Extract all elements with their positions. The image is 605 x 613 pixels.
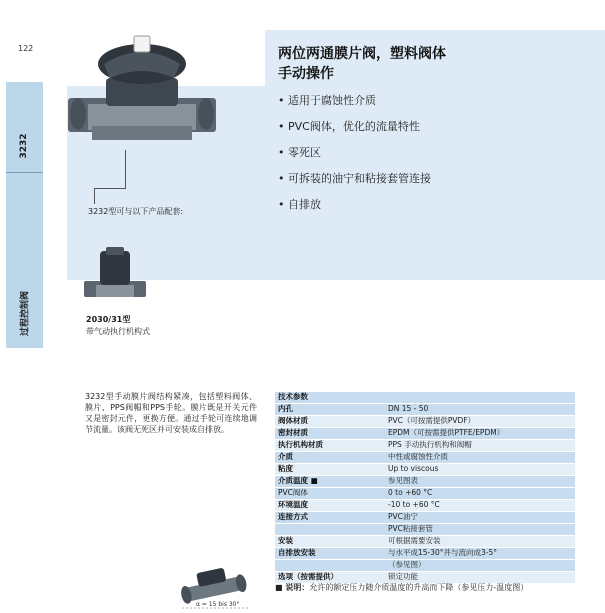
feature-item: • 可拆装的油宁和粘接套管连接 <box>278 172 431 185</box>
companion-title: 2030/31型 <box>86 315 131 324</box>
companion-description: 带气动执行机构式 <box>86 327 150 336</box>
feature-item: • 零死区 <box>278 146 321 159</box>
note-marker: ■ 说明： <box>275 583 310 592</box>
leader-line <box>94 188 95 204</box>
compatibility-text: 3232型可与以下产品配套: <box>88 207 184 216</box>
pneumatic-valve-image <box>82 245 148 309</box>
page-title <box>278 44 446 84</box>
diaphragm-valve-image <box>68 34 216 170</box>
tech-spec-table <box>275 392 575 584</box>
table-row: 安装 可根据需要安装 <box>275 536 575 548</box>
feature-item: • PVC阀体，优化的流量特性 <box>278 120 420 133</box>
leader-line <box>125 150 126 188</box>
table-row: 选项（按需提供） 锁定功能 <box>275 572 575 584</box>
table-row: 粘度 Up to viscous <box>275 464 575 476</box>
leader-line <box>94 188 126 189</box>
page-number: 122 <box>18 44 34 53</box>
product-description: 3232型手动膜片阀结构紧凑，包括塑料阀体、膜片、PPS阀帽和PPS手轮。膜片既是开关元件又是密封元件，更换方便。通过手轮可连续地调节流量。该阀无死区并可安装成自排放。 <box>85 392 257 434</box>
table-header: 技术参数 <box>275 392 575 404</box>
table-row: 介质温度 ■ 参见图表 <box>275 476 575 488</box>
sidebar-divider <box>6 172 43 173</box>
table-row: PVC粘接套管 <box>275 524 575 536</box>
feature-list <box>278 92 431 222</box>
table-row: 自排放安装 与水平成15-30°并与流向成3-5° <box>275 548 575 560</box>
table-row: 密封材质 EPDM（可按需提供PTFE/EPDM） <box>275 428 575 440</box>
title-line-2: 手动操作 <box>278 66 334 82</box>
table-row: 介质 中性或腐蚀性介质 <box>275 452 575 464</box>
sidebar-product-code: 3232 <box>19 133 29 159</box>
table-row: 阀体材质 PVC（可按需提供PVDF） <box>275 416 575 428</box>
table-row: 环境温度 -10 to +60 °C <box>275 500 575 512</box>
title-line-1: 两位两通膜片阀，塑料阀体 <box>278 46 446 62</box>
table-row: 执行机构材质 PPS 手动执行机构和阀帽 <box>275 440 575 452</box>
angle-label: α = 15 bis 30° <box>196 601 240 608</box>
sidebar-category: 过程控制阀 <box>20 291 31 337</box>
table-row: PVC阀体 0 to +60 °C <box>275 488 575 500</box>
note-text: 允许的额定压力随介质温度的升高而下降（参见压力-温度图） <box>309 583 529 592</box>
note <box>275 582 528 593</box>
feature-item: • 适用于腐蚀性介质 <box>278 94 376 107</box>
table-row: 内孔 DN 15 - 50 <box>275 404 575 416</box>
table-header-row <box>275 392 575 404</box>
table-row: （参见图） <box>275 560 575 572</box>
table-row: 连接方式 PVC油宁 <box>275 512 575 524</box>
feature-item: • 自排放 <box>278 198 321 211</box>
